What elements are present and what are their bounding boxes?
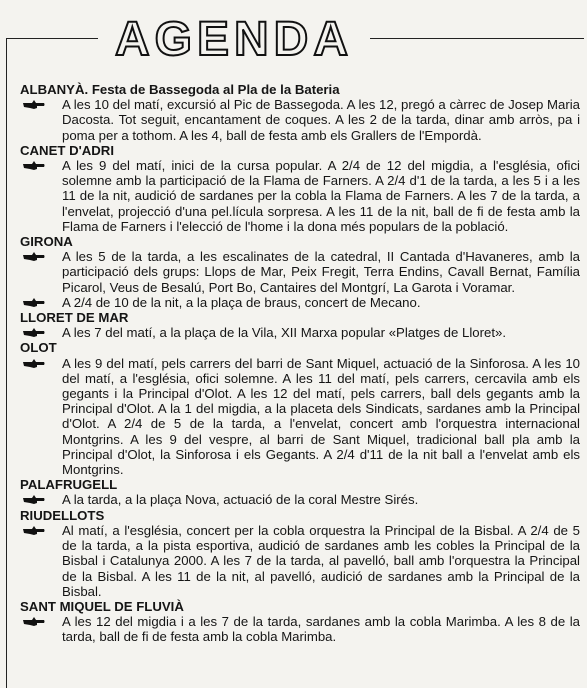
agenda-entry [20,97,580,143]
entry-text: A les 9 del matí, inici de la cursa popular. A 2/4 de 12 del migdia, a l'església, ofici solemne amb la participació de la Flama de Farners. A 2/4 d'1 de la tarda, a les 5 i a les 11 de la nit, audició de sardanes per la cobla la Flama de Farners. A les 7 de la tarda, a l'envelat, projecció d'una pel.lícula sorpresa. A les 11 de la nit, ball de fi de festa amb la Flama de Farners i l'elecció de l'home i la dona més populars de la població. [62,158,580,234]
place-name: CANET D'ADRI [20,142,114,158]
agenda-entry [20,356,580,478]
entry-text: A la tarda, a la plaça Nova, actuació de la coral Mestre Sirés. [62,492,419,508]
agenda-entry [20,325,580,340]
agenda-place [20,310,580,325]
pointing-hand-icon [22,295,46,310]
agenda-place [20,82,580,97]
agenda-place [20,340,580,355]
pointing-hand-icon [22,249,46,264]
agenda-place [20,508,580,523]
agenda-place [20,143,580,158]
pointing-hand-icon [22,523,46,538]
entry-text: Al matí, a l'església, concert per la cobla orquestra la Principal de la Bisbal. A 2/4 de 5 de la tarda, a la pista esportiva, audició de sardanes amb les cobles la Principal de la Bisbal i Catalunya 2000. A les 7 de la tarda, al pavelló, ball amb l'orquestra la Principal de la Bisbal. A les 11 de la nit, al pavelló, audició de sardanes amb la Principal de la Bisbal. [62,522,580,599]
agenda-entry [20,523,580,599]
entry-text: A les 5 de la tarda, a les escalinates de la catedral, II Cantada d'Havaneres, amb la participació dels grups: Llops de Mar, Peix Fregit, Terra Endins, Cavall Bernat, Família Picarol, Veus de Besalú, Port Bo, Cantaires del Montgrí, La Garota i Voramar. [62,249,580,295]
place-name: RIUDELLOTS [20,507,105,523]
pointing-hand-icon [22,97,46,112]
agenda-entry [20,295,580,310]
agenda-list [20,82,580,645]
agenda-place [20,599,580,614]
entry-text: A les 9 del matí, pels carrers del barri de Sant Miquel, actuació de la Sinforosa. A les 10 del matí, a l'església, ofici solemne. A les 11 del matí, pels carrers, cercavila amb els gegants i la Principal d'Olot. A les 12 del matí, pels carrers, ball dels gegants amb la Principal d'Olot. A la 1 del migdia, a la placeta dels Sindicats, sardanes amb la Principal d'Olot. A 2/4 de 5 de la tarda, a l'envelat, concert amb l'orquestra internacional Montgrins. A les 9 del vespre, al barri de Sant Miquel, tradicional ball pla amb la Principal d'Olot, la Sinforosa i els Gegants. A 2/4 d'11 de la nit ball a l'envelat amb els Montgrins. [62,355,580,478]
pointing-hand-icon [22,492,46,507]
entry-text: A 2/4 de 10 de la nit, a la plaça de braus, concert de Mecano. [62,294,421,310]
entry-text: A les 10 del matí, excursió al Pic de Bassegoda. A les 12, pregó a càrrec de Josep Maria Dacosta. Tot seguit, encantament de coques. A les 2 de la tarda, dinar amb arròs, pa i poma per a tothom. A les 4, ball de festa amb els Grallers de l'Empordà. [62,97,580,143]
agenda-entry [20,614,580,644]
entry-text: A les 12 del migdia i a les 7 de la tarda, sardanes amb la cobla Marimba. A les 8 de la tarda, ball de fi de festa amb la cobla Marimba. [62,614,580,645]
pointing-hand-icon [22,614,46,629]
place-name: ALBANYÀ. [20,82,89,97]
place-name: OLOT [20,340,57,356]
agenda-entry [20,158,580,234]
place-name: LLORET DE MAR [20,310,129,326]
place-name: SANT MIQUEL DE FLUVIÀ [20,598,184,614]
pointing-hand-icon [22,325,46,340]
agenda-place [20,234,580,249]
place-event-title: Festa de Bassegoda al Pla de la Bateria [91,82,340,97]
agenda-entry [20,249,580,295]
page-title: AGENDA [114,13,353,66]
pointing-hand-icon [22,356,46,371]
agenda-entry [20,492,580,507]
agenda-place [20,477,580,492]
pointing-hand-icon [22,158,46,173]
place-name: PALAFRUGELL [20,477,118,493]
place-name: GIRONA [20,234,73,250]
entry-text: A les 7 del matí, a la plaça de la Vila, XII Marxa popular «Platges de Lloret». [62,325,506,341]
